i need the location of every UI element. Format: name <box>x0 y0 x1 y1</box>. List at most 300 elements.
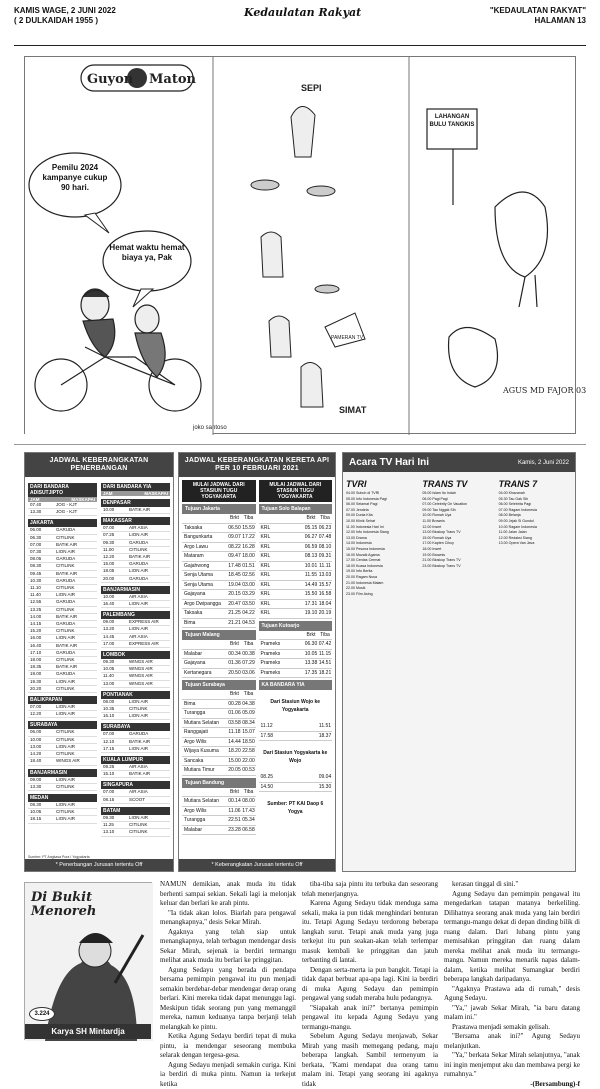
train-arrival: 09.31 <box>318 552 332 561</box>
tv-panel-date: Kamis, 2 Juni 2022 <box>518 460 569 466</box>
flight-airline: BATIK AIR <box>56 542 95 548</box>
tv-program-row: 17.00 Kapten Cihuy <box>422 541 495 547</box>
train-arrival: 02.56 <box>242 571 256 580</box>
flight-time: 15.00 <box>103 561 114 567</box>
flight-destination-head: BANJARMASIN <box>28 769 97 777</box>
tv-channel-logo: TRANS TV <box>422 479 495 489</box>
train-row <box>182 738 256 748</box>
flight-time: 16.40 <box>103 601 114 607</box>
tv-channel-column <box>499 475 572 597</box>
train-column-header <box>182 690 256 700</box>
flight-time: 10.00 <box>103 594 114 600</box>
flight-row <box>101 713 170 720</box>
train-header-name <box>182 514 228 523</box>
flight-title-line-2: PENERBANGAN <box>27 465 171 473</box>
flight-row <box>101 746 170 753</box>
flight-time: 13.10 <box>103 829 114 835</box>
flight-airline: BATIK AIR <box>129 507 168 513</box>
airport-train-row <box>259 773 333 783</box>
train-name: KRL <box>259 562 305 571</box>
tv-program-row: 13.00 Drama <box>346 536 419 542</box>
flight-airline: BATIK AIR <box>56 643 95 649</box>
flight-row <box>101 619 170 626</box>
tv-program-row: 09.00 Tau Nggak Sih <box>422 508 495 514</box>
tv-panel-header <box>343 453 575 472</box>
flight-time: 15.20 <box>30 628 41 634</box>
train-row <box>182 816 256 826</box>
train-departure: 01.36 <box>228 659 242 668</box>
flight-destination-head: KUALA LUMPUR <box>101 756 170 764</box>
flight-destination-head: BALIKPAPAN <box>28 696 97 704</box>
flight-time: 09.30 <box>103 815 114 821</box>
flight-row <box>101 829 170 836</box>
train-row <box>182 552 256 562</box>
flight-row <box>28 502 97 509</box>
tv-program-row: 05.00 Islam Itu Indah <box>422 491 495 497</box>
flight-column-left-head: DARI BANDARA ADISUTJIPTO <box>28 483 97 497</box>
train-departure: 09.07 <box>228 533 242 542</box>
flight-time: 20.00 <box>103 576 114 582</box>
train-arrival: 07.42 <box>318 640 332 649</box>
train-departure: 03.58 <box>228 719 242 728</box>
train-row <box>182 709 256 719</box>
flight-airline: LION AIR <box>129 601 168 607</box>
flight-time: 12.20 <box>30 711 41 717</box>
flight-time: 16.10 <box>103 713 114 719</box>
tv-program-row: 16.00 Mozaik Agama <box>346 553 419 559</box>
flight-row <box>101 626 170 633</box>
flight-time: 08.15 <box>103 797 114 803</box>
train-source: Sumber: PT KAI Daop 6 Yogya <box>259 792 333 824</box>
flight-airline: BATIK AIR <box>56 571 95 577</box>
header-date-line-2: ( 2 DULKAIDAH 1955 ) <box>14 16 116 26</box>
flight-row <box>28 628 97 635</box>
comic-signature: AGUS MD FAJOR 03 <box>502 386 586 395</box>
flight-airline: LION AIR <box>129 746 168 752</box>
tv-program-row: 15.00 Rumah Uya <box>422 536 495 542</box>
flight-row <box>101 594 170 601</box>
train-name: Bima <box>182 619 228 628</box>
flight-airline: CITILINK <box>56 751 95 757</box>
airport-train-row <box>259 722 333 732</box>
flight-time: 09.30 <box>103 659 114 665</box>
flight-time: 18.05 <box>103 568 114 574</box>
train-departure: 01.06 <box>228 709 242 718</box>
flight-row <box>28 535 97 542</box>
tv-program-row: 05.30 Tau Gak Sih <box>499 497 572 503</box>
flight-airline: LION AIR <box>129 699 168 705</box>
train-header-brkt: Brkt <box>228 690 242 699</box>
flight-row <box>28 744 97 751</box>
tv-program-row: 05.00 Info Indonesia Pagi <box>346 497 419 503</box>
train-arrival: 15.57 <box>318 581 332 590</box>
flight-airline: GARUDA <box>129 561 168 567</box>
story-paragraph: Prastawa menjadi semakin gelisah. <box>444 1023 580 1033</box>
airport-train-row <box>259 783 333 793</box>
flight-row <box>101 601 170 608</box>
header-date <box>14 6 116 26</box>
flight-row <box>28 578 97 585</box>
airport-train-arrival: 11.51 <box>318 722 332 731</box>
train-departure: 06.50 <box>228 524 242 533</box>
tv-program-row: 23.00 Bioskop Trans TV <box>422 564 495 570</box>
flight-destination-head: SINGAPURA <box>101 781 170 789</box>
flight-time: 13.25 <box>30 607 41 613</box>
train-row <box>259 659 333 669</box>
train-departure: 08.22 <box>228 543 242 552</box>
train-header-tiba: Tiba <box>242 640 256 649</box>
train-name: KRL <box>259 609 305 618</box>
serial-author-caption: Karya SH Mintardja <box>25 1024 151 1039</box>
flight-row <box>28 643 97 650</box>
flight-time: 09.00 <box>30 777 41 783</box>
flight-time: 11.00 <box>103 547 114 553</box>
train-name: Mutiara Selatan <box>182 797 228 806</box>
flight-airline: GARUDA <box>56 650 95 656</box>
flight-airline: GARUDA <box>56 599 95 605</box>
tv-program-row: 19.00 Info Berita <box>346 569 419 575</box>
train-row <box>259 669 333 679</box>
tv-channel-logo: TVRI <box>346 479 419 489</box>
train-departure: 22.51 <box>228 816 242 825</box>
flight-row <box>101 699 170 706</box>
train-panel-title <box>179 453 335 477</box>
train-row <box>259 600 333 610</box>
comic-sign-text: LAHANGAN BULU TANGKIS <box>429 113 475 129</box>
flight-row <box>28 509 97 516</box>
flight-time: 08.05 <box>30 556 41 562</box>
flight-time: 17.10 <box>30 650 41 656</box>
train-departure: 13.38 <box>304 659 318 668</box>
page-header <box>14 6 586 46</box>
flight-airline: LION AIR <box>56 592 95 598</box>
airport-train-row <box>259 732 333 742</box>
flight-row <box>28 614 97 621</box>
story-paragraph: tiba-tiba saja pintu itu terbuka dan seseorang telah menerjangnya. <box>302 880 438 899</box>
flight-row <box>101 547 170 554</box>
train-row <box>182 600 256 610</box>
flight-row <box>28 809 97 816</box>
flight-airline: CITILINK <box>56 535 95 541</box>
train-name: Prameks <box>259 640 305 649</box>
train-arrival: 05.34 <box>242 816 256 825</box>
tv-program-row: 07.00 Celebrity On Vacation <box>422 502 495 508</box>
flight-row <box>101 561 170 568</box>
flight-row <box>28 802 97 809</box>
story-paragraph: "Ya," berkata Sekar Mirah selanjutnya, "anak ini ingin menjemput aku dan membawa pergi ke rumahnya." <box>444 1051 580 1080</box>
tv-channel-grid <box>343 472 575 600</box>
airport-train-note-1: Dari Stasiun Wojo ke Yogyakarta <box>259 690 333 722</box>
tv-program-row: 06.00 Pagi Pagi <box>422 497 495 503</box>
train-name: Prameks <box>259 650 305 659</box>
flight-time: 18.35 <box>30 664 41 670</box>
flight-time: 18.15 <box>30 816 41 822</box>
train-arrival: 06.23 <box>318 524 332 533</box>
tv-channel-column <box>346 475 419 597</box>
flight-time: 15.10 <box>103 771 114 777</box>
flight-airline: CITILINK <box>56 686 95 692</box>
train-arrival: 17.22 <box>242 533 256 542</box>
story-paragraph: Agung Sedayu yang berada di pendapa bersama pemimpin pengawal itu pun menjadi semakin berdebar-debar mendengar derap orang berlari. Kini mereka tidak dapat menunggu lagi. Meskipun tidak seorang pun yang memanggil mereka, namun keduanya tanpa berjanji telah melangkah ke pintu. <box>160 966 296 1033</box>
flight-sub-maskapai: MASKAPAI <box>71 497 95 502</box>
train-name: Ranggajati <box>182 728 228 737</box>
flight-sub-jam: JAM <box>103 491 113 496</box>
comic-label-pameran-tv: PAMERAN TV <box>331 335 364 341</box>
tv-program-row: 06.00 Selamat Pagi <box>346 502 419 508</box>
flight-destination-head: PALEMBANG <box>101 611 170 619</box>
flight-row <box>28 650 97 657</box>
train-row <box>182 797 256 807</box>
train-departure: 19.04 <box>228 581 242 590</box>
flight-airline: WINGS AIR <box>56 758 95 764</box>
train-name: Sancaka <box>182 757 228 766</box>
train-departure: 23.28 <box>228 826 242 835</box>
train-departure: 11.18 <box>228 728 242 737</box>
train-row <box>182 524 256 534</box>
train-name: Bangunkarta <box>182 533 228 542</box>
train-arrival: 07.48 <box>318 533 332 542</box>
flight-row <box>28 816 97 823</box>
flight-time: 07.00 <box>103 731 114 737</box>
flight-row <box>101 706 170 713</box>
train-row <box>182 533 256 543</box>
train-name: Mutiara Selatan <box>182 719 228 728</box>
train-row <box>182 700 256 710</box>
flight-airline: BATIK AIR <box>129 739 168 745</box>
train-row <box>182 766 256 776</box>
tv-program-row: 21.00 Indonesia Malam <box>346 581 419 587</box>
train-departure: 10.01 <box>304 562 318 571</box>
flight-airline: CITILINK <box>56 607 95 613</box>
train-row <box>259 562 333 572</box>
train-arrival: 03.00 <box>242 581 256 590</box>
train-header-name <box>259 631 305 640</box>
flight-destination-head: BANJARMASIN <box>101 586 170 594</box>
flight-row <box>101 532 170 539</box>
train-arrival: 03.29 <box>242 590 256 599</box>
flight-time: 11.40 <box>103 673 114 679</box>
flight-time: 17.15 <box>103 746 114 752</box>
train-arrival: 11.15 <box>318 650 332 659</box>
train-row <box>259 581 333 591</box>
tv-program-row: 18.00 Insert <box>422 547 495 553</box>
train-header-tiba: Tiba <box>242 514 256 523</box>
train-name: KRL <box>259 552 305 561</box>
serial-episode-number: 3.224 <box>29 1007 55 1021</box>
comic-strip <box>24 56 576 434</box>
flight-time: 18.00 <box>30 657 41 663</box>
flight-row <box>101 822 170 829</box>
masthead: Kedaulatan Rakyat <box>244 6 361 19</box>
flight-destination-head: SURABAYA <box>101 723 170 731</box>
train-departure: 20.47 <box>228 600 242 609</box>
flight-time: 17.00 <box>103 641 114 647</box>
flight-time: 19.30 <box>30 679 41 685</box>
train-title-line-1: JADWAL KEBERANGKATAN KERETA API <box>181 457 333 465</box>
story-paragraph: "Ia tidak akan lolos. Biarlah para pengawal menangkapnya," desis Sekar Mirah. <box>160 909 296 928</box>
tv-program-row: 10.00 Klinik Sehat <box>346 519 419 525</box>
train-arrival: 08.00 <box>242 797 256 806</box>
comic-credit: joko santoso <box>192 425 227 431</box>
train-row <box>182 728 256 738</box>
train-name: Malabar <box>182 826 228 835</box>
train-row <box>259 524 333 534</box>
flight-time: 12.20 <box>103 554 114 560</box>
flight-sub-maskapai: MASKAPAI <box>144 491 168 496</box>
flight-time: 07.00 <box>30 704 41 710</box>
flight-time: 08.30 <box>30 802 41 808</box>
flight-airline: LION AIR <box>129 713 168 719</box>
train-header-tiba: Tiba <box>318 514 332 523</box>
story-paragraph: "Agaknya Prastawa ada di rumah," desis Agung Sedayu. <box>444 985 580 1004</box>
flight-airline: SCOOT <box>129 797 168 803</box>
tv-panel-title: Acara TV Hari Ini <box>349 457 429 468</box>
train-row <box>182 747 256 757</box>
tv-program-row: 07.00 Jendela <box>346 508 419 514</box>
train-departure: 00.14 <box>228 797 242 806</box>
flight-destination-head: DENPASAR <box>101 499 170 507</box>
tv-program-row: 11.00 Indonesia Hari Ini <box>346 525 419 531</box>
train-destination-head: Tujuan Bandung <box>182 778 256 788</box>
flight-time: 08.30 <box>30 563 41 569</box>
flight-airline: GARUDA <box>56 621 95 627</box>
flight-row <box>101 576 170 583</box>
train-row <box>182 757 256 767</box>
train-row <box>182 650 256 660</box>
train-arrival: 22.00 <box>242 757 256 766</box>
flight-airline: BATIK AIR <box>56 664 95 670</box>
train-title-line-2: PER 10 FEBRUARI 2021 <box>181 465 333 473</box>
flight-row <box>28 542 97 549</box>
train-name: KRL <box>259 524 305 533</box>
train-departure: 14.44 <box>228 738 242 747</box>
train-name: KRL <box>259 590 305 599</box>
story-paragraph: Agung Sedayu dan pemimpin pengawal itu mengedarkan tatapan matanya berkeliling. Dilihatnya seorang anak muda yang lain berdiri termangu-mangu dekat di depan dinding bilik di ruang dalam. Dari lubang pintu yang memisahkan pringgitan dan ruang dalam mereka melihat anak muda itu termangu-mangu. Namun mereka menarik napas dalam-dalam, ketika melihat Sumangkar berdiri beberapa langkah daripadanya. <box>444 890 580 985</box>
train-arrival: 08.10 <box>318 543 332 552</box>
flight-row <box>101 507 170 514</box>
train-arrival: 14.51 <box>318 659 332 668</box>
train-name: KRL <box>259 581 305 590</box>
comic-middle-panel <box>251 83 367 415</box>
flight-time: 18.40 <box>30 758 41 764</box>
train-row <box>182 659 256 669</box>
train-arrival: 18.50 <box>242 738 256 747</box>
comic-drawing <box>25 57 577 435</box>
flight-time: 13.00 <box>103 681 114 687</box>
flight-airline: LION AIR <box>56 777 95 783</box>
train-row <box>259 543 333 553</box>
flight-time: 10.00 <box>30 737 41 743</box>
train-arrival: 17.43 <box>242 807 256 816</box>
flight-airline: CITILINK <box>56 809 95 815</box>
train-header-brkt: Brkt <box>228 640 242 649</box>
train-row <box>259 640 333 650</box>
train-name: Prameks <box>259 669 305 678</box>
flight-airline: AIR ASIA <box>129 789 168 795</box>
flight-time: 07.00 <box>103 789 114 795</box>
train-header-name <box>182 788 228 797</box>
tv-program-row: 19.00 Brownis <box>422 553 495 559</box>
tv-program-row: 10.00 Rumah Uya <box>422 513 495 519</box>
airport-train-departure: 17.58 <box>259 732 319 741</box>
flight-time: 14.15 <box>30 621 41 627</box>
flight-row <box>28 679 97 686</box>
flight-airline: GARUDA <box>129 576 168 582</box>
tv-program-row: 17.00 Cerdas Cermat <box>346 558 419 564</box>
train-destination-head: Tujuan Jakarta <box>182 504 256 514</box>
flight-airline: LION AIR <box>56 704 95 710</box>
flight-airline: CITILINK <box>56 628 95 634</box>
tv-program-row: 08.00 Belanja <box>499 513 572 519</box>
train-arrival: 05.09 <box>242 709 256 718</box>
flight-time: 14.00 <box>30 614 41 620</box>
train-column-header <box>182 514 256 524</box>
flight-row <box>28 751 97 758</box>
tv-channel-column <box>422 475 495 597</box>
flight-column-right-head: DARI BANDARA YIA <box>101 483 170 491</box>
tv-program-row: 15.00 Pesona Indonesia <box>346 547 419 553</box>
story-column-1 <box>160 880 296 1089</box>
train-name: Argo Wilis <box>182 807 228 816</box>
flight-row <box>28 585 97 592</box>
tv-program-row: 04.00 Subuh di TVRI <box>346 491 419 497</box>
train-row <box>182 562 256 572</box>
flight-time: 13.30 <box>30 784 41 790</box>
flight-destination-head: MAKASSAR <box>101 517 170 525</box>
flight-row <box>28 758 97 765</box>
flight-row <box>28 599 97 606</box>
train-arrival: 04.38 <box>242 700 256 709</box>
tv-program-row: 11.00 Jalan Jalan <box>499 530 572 536</box>
airport-train-arrival: 15.30 <box>318 783 332 792</box>
flight-airline: GARUDA <box>56 578 95 584</box>
flight-airline: BATIK AIR <box>56 614 95 620</box>
train-name: KRL <box>259 543 305 552</box>
flight-time: 13.20 <box>103 626 114 632</box>
train-departure: 11.55 <box>304 571 318 580</box>
story-paragraph: -(Bersambung)-f <box>444 1080 580 1089</box>
story-paragraph: "Siapakah anak ini?" bertanya pemimpin pengawal itu kepada Agung Sedayu yang termangu-mangu. <box>302 1004 438 1033</box>
flight-airline: AIR ASIA <box>129 634 168 640</box>
flight-airline: CITILINK <box>56 784 95 790</box>
story-paragraph: Agaknya yang telah siap untuk menangkapnya, telah terbagun mendengar desis Sekar Mirah, sejenak ia berdiri termangu melihat anak muda itu berlari ke pringgitan. <box>160 928 296 966</box>
train-row <box>182 807 256 817</box>
flight-row <box>28 527 97 534</box>
story-column-3 <box>444 880 580 1089</box>
train-arrival: 15.07 <box>242 728 256 737</box>
airport-train-note-2: Dari Stasiun Yogyakarta ke Wojo <box>259 741 333 773</box>
train-arrival: 03.50 <box>242 600 256 609</box>
flight-airline: LION AIR <box>129 815 168 821</box>
flight-time: 07.25 <box>103 532 114 538</box>
flight-time: 10.00 <box>103 507 114 513</box>
train-name: Senja Utama <box>182 571 228 580</box>
train-departure: 17.31 <box>304 600 318 609</box>
train-destination-head: Tujuan Surabaya <box>182 680 256 690</box>
tv-program-row: 12.00 Insert <box>422 525 495 531</box>
airport-train-arrival: 09.04 <box>318 773 332 782</box>
header-page-number: HALAMAN 13 <box>490 16 586 26</box>
flight-row <box>28 704 97 711</box>
train-header-tiba: Tiba <box>318 631 332 640</box>
train-departure: 06.27 <box>304 533 318 542</box>
flight-airline: JOG - KJT <box>56 509 95 515</box>
flight-airline: CITILINK <box>56 585 95 591</box>
airport-train-departure: 08.25 <box>259 773 319 782</box>
flight-destination-head: LOMBOK <box>101 651 170 659</box>
flight-time: 07.30 <box>30 549 41 555</box>
tv-program-row: 07.00 Ragam Indonesia <box>499 508 572 514</box>
